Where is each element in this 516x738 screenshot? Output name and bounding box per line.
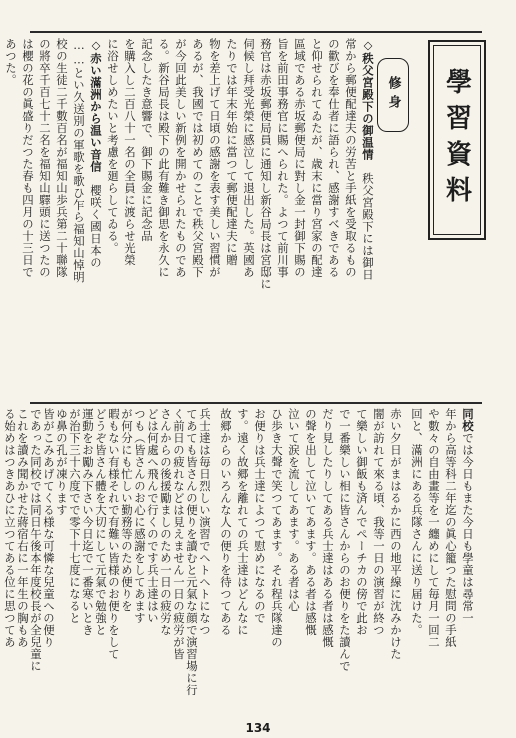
page-number: 134 (245, 721, 271, 735)
column-rule-top (30, 31, 482, 33)
text-line: 故郷からのいろんな人の便りを待つてある (219, 408, 233, 636)
text-line: 暇もない有様それで有難い皆様のお便りをして (107, 408, 121, 660)
text-line: であった同校では同日午後本年度校長が全兒童に (29, 408, 43, 672)
text-line: す。遠く故郷を離れての兵士達はどんなに (236, 408, 250, 636)
text-line: 運動をお勵み下さい今日迄で一番寒いとき (81, 408, 95, 636)
text-line: で一番樂しい相に皆さんからのお便りをた讀んで (338, 408, 352, 672)
para2-first-line: 同校では今日もまた今日も學童は尋常一 (461, 408, 475, 624)
text-line: 泣いて涙を流してあます。ある者は心 (287, 408, 301, 612)
title-box (428, 40, 486, 240)
text-line: 回と、滿洲にある兵隊さんに送り届けた。 (410, 408, 424, 636)
page-title: 學習資料 (441, 68, 472, 212)
text-line: の聲を出して泣いてあます。ある者は感慨 (304, 408, 318, 636)
section-label-box (377, 58, 409, 132)
text-line: 兵士達は毎日烈しい演習でヘトヘトになつ (198, 408, 212, 636)
column-rule-middle (30, 402, 482, 404)
text-line: さんからの後援勵ましのため一日の疲労な (159, 408, 173, 636)
item1-line: が今回此美しい新例を開かせられたものであ (174, 38, 188, 278)
item1-line: の歡びを奉仕者に語られ、感謝すべきである (327, 38, 341, 278)
text-line: 皆がこみあげてくる様な可憐な兒童への便り (42, 408, 56, 648)
item1-line: 記念したき意響で、御下賜金に記念品 (140, 38, 154, 242)
item2-line: 校の生徒二千數百名が福知山歩兵第二十聯隊 (55, 38, 69, 278)
section-label: 修身 (385, 76, 401, 114)
text-line: どは何處へ飛んで行くのです兵士達はい (146, 408, 160, 624)
text-line: が治下三十六度でで零下十七度になると (68, 408, 82, 624)
item1-line: たりでは年末年始に當つて郵便配達夫に贈 (225, 38, 239, 266)
text-line: ひ歩き大聲で笑つてあます。それ程兵隊達の (270, 408, 284, 648)
text-line: だり見したりしてある兵士達はある者は感慨 (321, 408, 335, 648)
text-line: ゆ鼻の孔が凍ります (55, 408, 69, 516)
item1-line: 常から郵便配達夫の労苦と手紙を受取るもの (344, 38, 358, 278)
text-line: あつた。 (4, 38, 18, 86)
item1-line: 伺候し拜受光榮に感泣して退出した。英國あ (242, 38, 256, 278)
item1-line: 區域である赤坂郵便局に對し金一封御下賜の (293, 38, 307, 278)
text-line: の將卒千百七十二名を福知山驛頭に送つたの (38, 38, 52, 278)
item1-line: る。新谷局長は殿下の此有難き御思を永久に (157, 38, 171, 278)
item1-line: 旨を前田事務官に賜へられた。よつて前川事 (276, 38, 290, 278)
text-line: お便りは兵士達によつて慰めになるので (253, 408, 267, 624)
item1-line: と仰せられてゐたが、歳末に當り宮家の配達 (310, 38, 324, 278)
item1-line: を購入し二百八十一名の全員に渡らせ光榮 (123, 38, 137, 266)
text-line: 闇が訪れて來る頃、我等一日の演習が終つ (372, 408, 386, 636)
text-line: や數々の自由畫等を一纏めにして毎月一回二 (427, 408, 441, 648)
item2-line: ……とい久送別の軍歌を歌ひ乍ら福知山悼明 (72, 38, 86, 284)
item2-heading-line: ◇赤い滿洲から温い音信 櫻咲く國日本の (89, 38, 103, 269)
text-line: て樂しい御飯も済んでぺーチカの傍で此お (355, 408, 369, 636)
text-line: 年から高等科二年迄の眞心籠つた慰問の手紙 (444, 408, 458, 648)
text-line: どうぞ皆さん體を大切にして元氣で勉強と (94, 408, 108, 636)
text-line: は櫻の花の眞盛りだつた春も四月の十三日で (21, 38, 35, 278)
text-line: が何分にも忙しい勤務等のため便りを (120, 408, 134, 612)
text-line: つも（皆さんのお心に感謝をしてあます (133, 408, 147, 624)
text-line: てあても皆さんの便りを讀むと元氣な顔で演習場に行 (185, 408, 199, 696)
item1-line: に浴せしめたいと考慮を廻らしてゐる。 (106, 38, 120, 254)
text-line: く前日の疲れなどは見えません一日の疲労が皆 (172, 408, 186, 660)
item1-line: 務官は赤坂郵便局員に通知し新谷局長は宮邸に (259, 38, 273, 290)
text-line: る始めはつきあひに立つてある位に思つてあ (3, 408, 17, 648)
text-line: 赤い夕日がまはるかに西の地平線に沈みかけた (389, 408, 403, 660)
item1-heading-line: ◇秩父宮殿下の御温情 秩父宮殿下には御日 (361, 38, 375, 281)
item1-line: あるが、我國では初めてのことで秩父宮殿下 (191, 38, 205, 278)
item1-line: 物を差上げて日頃の感謝を表す美しい習慣が (208, 38, 222, 278)
text-line: これを讀み聞かせた蔣宿右に一年生の胸もあ (16, 408, 30, 648)
